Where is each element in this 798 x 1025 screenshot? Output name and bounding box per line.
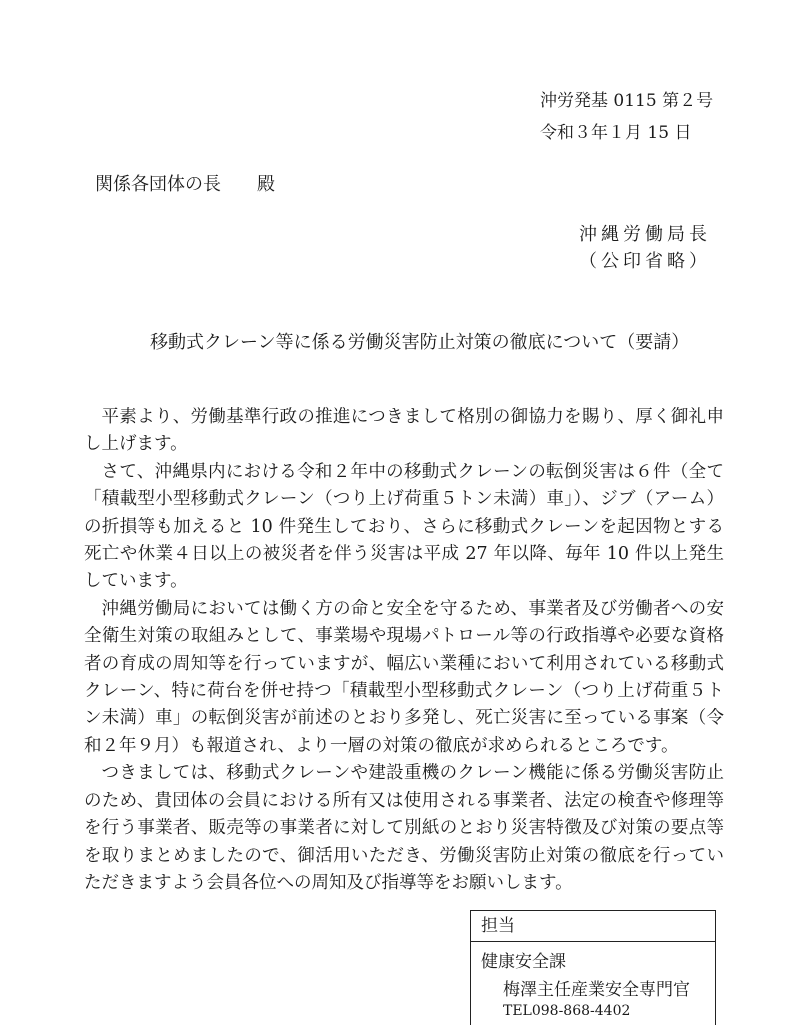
paragraph-situation: さて、沖縄県内における令和２年中の移動式クレーンの転倒災害は６件（全て「積載型小型移動式クレーン（つり上げ荷重５トン未満）車」）、ジブ（アーム）の折損等も加えると 10 件発生しており、さらに移動式クレーンを起因物とする死亡や休業４日以上の被災者を伴う災害は平成 27 年以降、毎年 10 件以上発生しています。 bbox=[84, 461, 724, 592]
addressee: 関係各団体の長 殿 bbox=[95, 174, 275, 195]
paragraph-greeting: 平素より、労働基準行政の推進につきまして格別の御協力を賜り、厚く御礼申し上げます。 bbox=[84, 407, 724, 455]
seal-note: （公印省略） bbox=[579, 251, 711, 272]
paragraph-request: つきましては、移動式クレーンや建設重機のクレーン機能に係る労働災害防止のため、貴団体の会員における所有又は使用される事業者、法定の検査や修理等を行う事業者、販売等の事業者に対して別紙のとおり災害特徴及び対策の要点等を取りまとめましたので、御活用いただき、労働災害防止対策の徹底を行っていただきますよう会員各位への周知及び指導等をお願いします。 bbox=[84, 763, 724, 893]
document-date: 令和３年１月 15 日 bbox=[540, 123, 692, 143]
contact-person: 梅澤主任産業安全専門官 bbox=[503, 980, 690, 1000]
contact-phone: TEL098-868-4402 bbox=[503, 1003, 631, 1019]
paragraph-efforts: 沖縄労働局においては働く方の命と安全を守るため、事業者及び労働者への安全衛生対策の取組みとして、事業場や現場パトロール等の行政指導や必要な資格者の育成の周知等を行っていますが、幅広い業種において利用されている移動式クレーン、特に荷台を併せ持つ「積載型小型移動式クレーン（つり上げ荷重５トン未満）車」の転倒災害が前述のとおり多発し、死亡災害に至っている事案（令和２年９月）も報道され、より一層の対策の徹底が求められるところです。 bbox=[84, 598, 724, 756]
contact-box bbox=[470, 910, 716, 1025]
contact-header: 担当 bbox=[471, 911, 715, 942]
document-title: 移動式クレーン等に係る労働災害防止対策の徹底について（要請） bbox=[150, 332, 690, 353]
document-number: 沖労発基 0115 第２号 bbox=[540, 91, 714, 111]
sender-name: 沖縄労働局長 bbox=[579, 224, 711, 245]
document-body bbox=[84, 404, 724, 897]
contact-department: 健康安全課 bbox=[481, 952, 566, 972]
